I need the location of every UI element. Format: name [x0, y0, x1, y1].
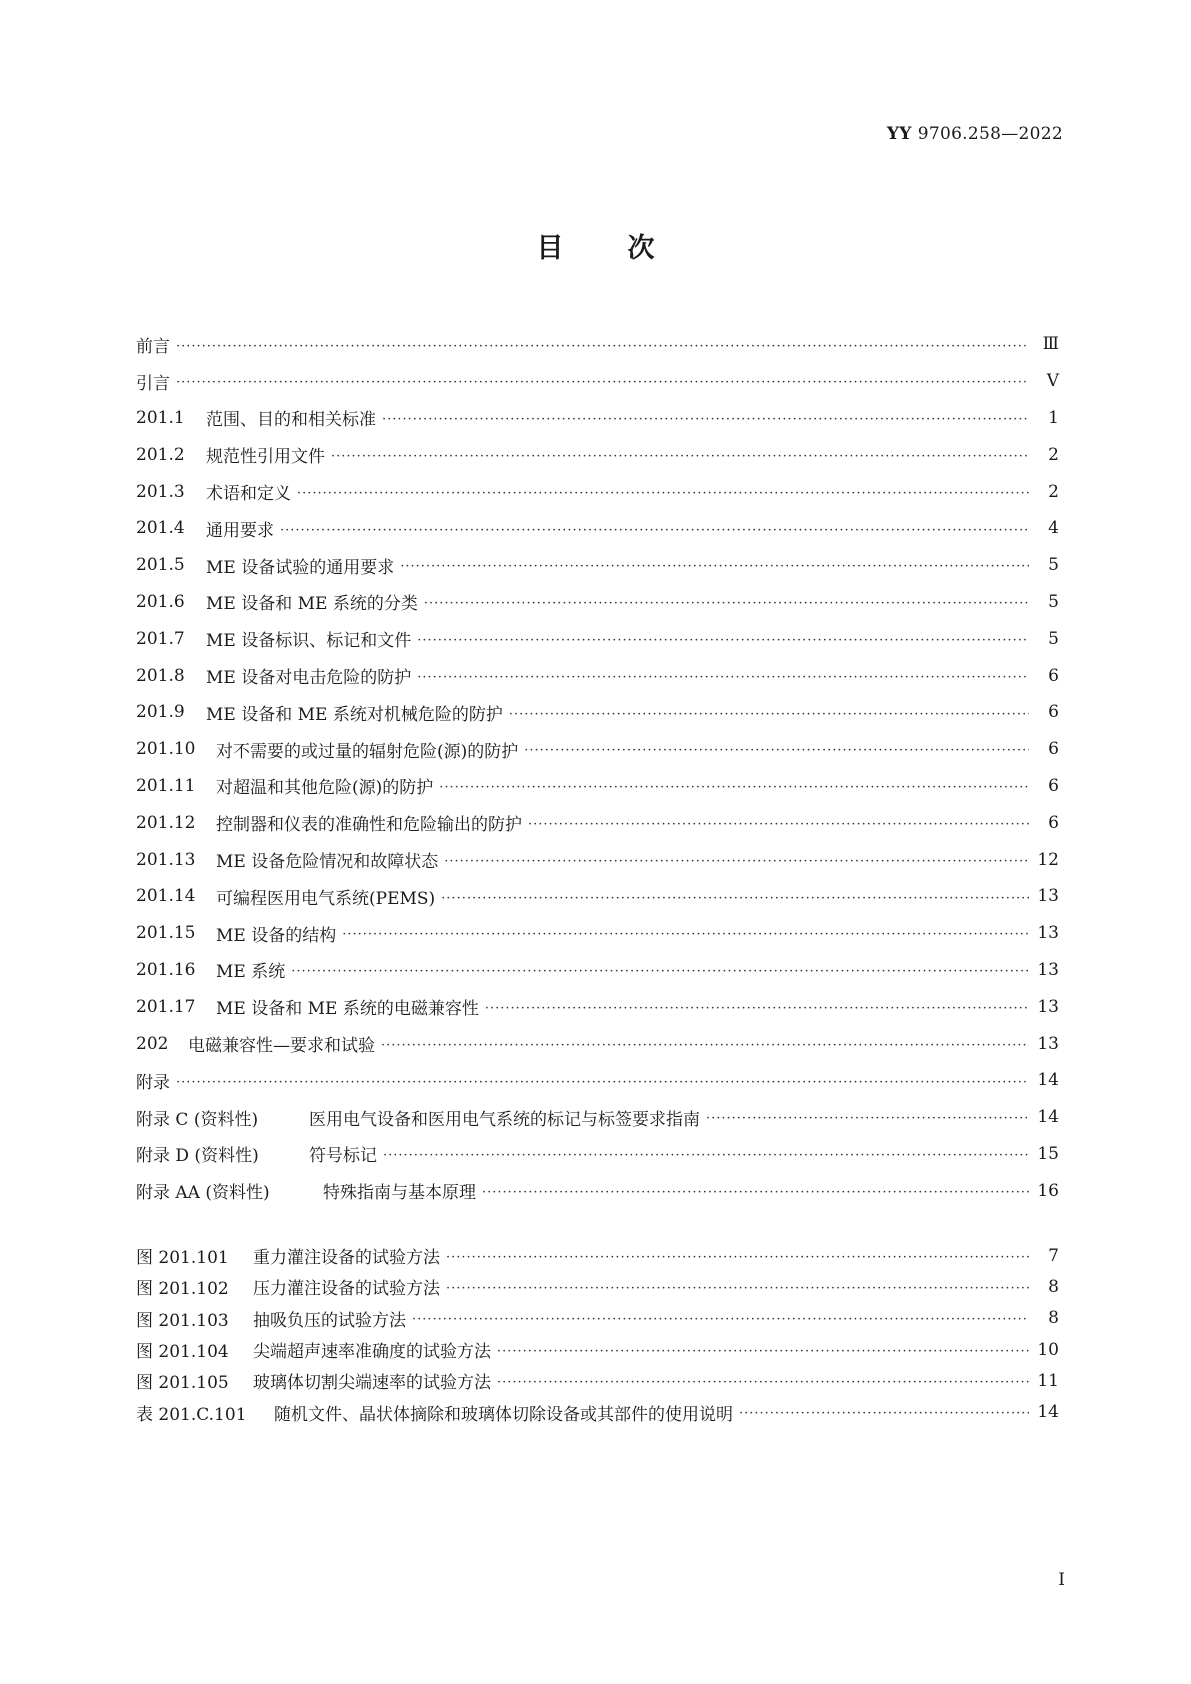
toc-entry-page: 16	[1037, 1180, 1059, 1201]
toc-entry-page: 6	[1048, 702, 1059, 723]
toc-leader-dots	[424, 596, 1029, 612]
toc-entry-page: 13	[1037, 923, 1059, 944]
toc-leader-dots	[382, 412, 1029, 428]
toc-entry-page: 6	[1048, 665, 1059, 686]
toc-leader-dots	[528, 817, 1029, 833]
toc-entry-title: 对超温和其他危险(源)的防护	[216, 778, 434, 799]
toc-entry-number: 201.6	[136, 591, 185, 612]
toc-entry-title: 对不需要的或过量的辐射危险(源)的防护	[216, 741, 519, 762]
figure-entry-201-102[interactable]	[136, 1271, 1059, 1302]
standard-code-header	[887, 124, 1063, 144]
toc-entry-title: 医用电气设备和医用电气系统的标记与标签要求指南	[309, 1109, 700, 1130]
toc-entry-201-11[interactable]	[136, 768, 1059, 805]
toc-entry-page: 2	[1048, 444, 1059, 465]
figure-entry-201-105[interactable]	[136, 1365, 1059, 1396]
toc-entry-page: 6	[1048, 775, 1059, 796]
toc-entry-title: ME 设备的结构	[216, 925, 337, 946]
toc-entry-page: 6	[1048, 812, 1059, 833]
figure-entry-page: 7	[1048, 1245, 1059, 1266]
toc-leader-dots	[280, 523, 1029, 539]
toc-entry-number: 201.2	[136, 444, 185, 465]
toc-entry-foreword[interactable]	[136, 326, 1059, 363]
toc-entry-title: ME 设备试验的通用要求	[206, 557, 395, 578]
toc-entry-annex-c[interactable]	[136, 1099, 1059, 1136]
toc-entry-title: ME 设备标识、标记和文件	[206, 631, 412, 652]
toc-entry-201-16[interactable]	[136, 952, 1059, 989]
toc-entry-number: 201.1	[136, 407, 185, 428]
toc-entry-number: 201.3	[136, 481, 185, 502]
toc-entry-page: 13	[1037, 886, 1059, 907]
toc-entry-title: ME 系统	[216, 962, 286, 983]
toc-entry-number: 201.17	[136, 996, 196, 1017]
toc-entry-page: Ⅴ	[1046, 371, 1059, 392]
toc-entry-page: 2	[1048, 481, 1059, 502]
toc-leader-dots	[297, 486, 1029, 502]
toc-entry-title: ME 设备和 ME 系统对机械危险的防护	[206, 704, 503, 725]
toc-entry-title: ME 设备和 ME 系统的分类	[206, 594, 418, 615]
toc-entry-201-15[interactable]	[136, 915, 1059, 952]
toc-leader-dots	[497, 1344, 1029, 1360]
table-entry-title: 随机文件、晶状体摘除和玻璃体切除设备或其部件的使用说明	[274, 1404, 733, 1425]
toc-entry-number: 201.4	[136, 518, 185, 539]
toc-entry-number: 201.9	[136, 702, 185, 723]
figure-entry-number: 图 201.105	[136, 1373, 229, 1394]
toc-entry-page: 5	[1048, 555, 1059, 576]
table-entry-number: 表 201.C.101	[136, 1404, 247, 1425]
toc-leader-dots	[383, 1148, 1029, 1164]
toc-entry-page: 13	[1037, 959, 1059, 980]
toc-entry-title: 引言	[136, 373, 170, 394]
toc-entry-page: Ⅲ	[1042, 334, 1059, 355]
toc-entry-202[interactable]	[136, 1025, 1059, 1062]
figure-entry-title: 尖端超声速率准确度的试验方法	[253, 1342, 491, 1363]
table-entry-page: 14	[1037, 1402, 1059, 1423]
toc-entry-title: 符号标记	[309, 1146, 377, 1167]
toc-entry-title: 附录	[136, 1072, 170, 1093]
toc-entry-title: 通用要求	[206, 520, 274, 541]
toc-leader-dots	[176, 1075, 1029, 1091]
toc-entry-title: 电磁兼容性—要求和试验	[188, 1036, 375, 1057]
toc-leader-dots	[439, 780, 1029, 796]
toc-entry-201-5[interactable]	[136, 547, 1059, 584]
toc-entry-page: 1	[1048, 407, 1059, 428]
list-of-figures-and-tables	[136, 1240, 1059, 1428]
toc-entry-number: 201.10	[136, 739, 196, 760]
toc-entry-number: 201.5	[136, 555, 185, 576]
toc-entry-number: 201.13	[136, 849, 196, 870]
toc-entry-introduction[interactable]	[136, 363, 1059, 400]
figure-entry-page: 8	[1048, 1276, 1059, 1297]
toc-leader-dots	[176, 339, 1029, 355]
toc-entry-number: 201.11	[136, 775, 196, 796]
toc-entry-number: 202	[136, 1033, 169, 1054]
toc-leader-dots	[342, 927, 1029, 943]
toc-entry-title: 规范性引用文件	[206, 447, 325, 468]
toc-leader-dots	[291, 964, 1029, 980]
toc-entry-201-14[interactable]	[136, 878, 1059, 915]
toc-leader-dots	[417, 670, 1029, 686]
toc-entry-title: ME 设备危险情况和故障状态	[216, 852, 439, 873]
toc-leader-dots	[412, 1312, 1029, 1328]
toc-entry-title: 控制器和仪表的准确性和危险输出的防护	[216, 815, 522, 836]
figure-entry-title: 抽吸负压的试验方法	[253, 1310, 406, 1331]
toc-leader-dots	[176, 375, 1029, 391]
table-of-contents	[136, 326, 1059, 1209]
toc-entry-201-2[interactable]	[136, 436, 1059, 473]
figure-entry-page: 8	[1048, 1308, 1059, 1329]
figure-entry-title: 玻璃体切割尖端速率的试验方法	[253, 1373, 491, 1394]
toc-entry-page: 4	[1048, 518, 1059, 539]
toc-leader-dots	[331, 449, 1029, 465]
toc-entry-page: 12	[1037, 849, 1059, 870]
toc-entry-number: 附录 D (资料性)	[136, 1146, 259, 1167]
toc-entry-title: 术语和定义	[206, 484, 291, 505]
toc-leader-dots	[706, 1111, 1029, 1127]
toc-entry-201-1[interactable]	[136, 400, 1059, 437]
toc-entry-page: 5	[1048, 591, 1059, 612]
toc-leader-dots	[441, 891, 1029, 907]
standard-number: 9706.258—2022	[917, 124, 1063, 144]
toc-entry-title: ME 设备和 ME 系统的电磁兼容性	[216, 999, 479, 1020]
toc-leader-dots	[381, 1038, 1029, 1054]
figure-entry-page: 10	[1037, 1339, 1059, 1360]
toc-entry-page: 13	[1037, 996, 1059, 1017]
toc-leader-dots	[417, 633, 1029, 649]
toc-entry-page: 5	[1048, 628, 1059, 649]
standard-prefix: YY	[886, 124, 912, 144]
toc-entry-annex-d[interactable]	[136, 1136, 1059, 1173]
toc-entry-201-10[interactable]	[136, 731, 1059, 768]
toc-leader-dots	[446, 1281, 1029, 1297]
figure-entry-number: 图 201.102	[136, 1279, 229, 1300]
toc-entry-201-17[interactable]	[136, 988, 1059, 1025]
toc-entry-201-6[interactable]	[136, 584, 1059, 621]
toc-entry-annexes[interactable]	[136, 1062, 1059, 1099]
toc-entry-201-3[interactable]	[136, 473, 1059, 510]
toc-leader-dots	[400, 559, 1029, 575]
figure-entry-number: 图 201.101	[136, 1248, 229, 1269]
toc-entry-number: 201.7	[136, 628, 185, 649]
figure-entry-number: 图 201.104	[136, 1342, 229, 1363]
toc-entry-number: 201.16	[136, 959, 196, 980]
figure-entry-201-104[interactable]	[136, 1334, 1059, 1365]
toc-entry-number: 201.15	[136, 923, 196, 944]
figure-entry-201-101[interactable]	[136, 1240, 1059, 1271]
toc-entry-number: 201.14	[136, 886, 196, 907]
toc-entry-page: 6	[1048, 739, 1059, 760]
toc-entry-number: 附录 C (资料性)	[136, 1109, 259, 1130]
toc-entry-page: 15	[1037, 1143, 1059, 1164]
toc-entry-title: ME 设备对电击危险的防护	[206, 668, 412, 689]
toc-entry-page: 14	[1037, 1107, 1059, 1128]
toc-entry-number: 附录 AA (资料性)	[136, 1183, 270, 1204]
toc-entry-201-7[interactable]	[136, 620, 1059, 657]
figure-entry-page: 11	[1037, 1370, 1059, 1391]
toc-leader-dots	[739, 1406, 1029, 1422]
page-title: 目次	[536, 233, 719, 264]
toc-leader-dots	[524, 743, 1029, 759]
toc-entry-title: 范围、目的和相关标准	[206, 410, 376, 431]
table-entry-201-c-101[interactable]	[136, 1396, 1059, 1427]
toc-entry-page: 14	[1037, 1070, 1059, 1091]
toc-entry-201-8[interactable]	[136, 657, 1059, 694]
toc-entry-title: 前言	[136, 336, 170, 357]
toc-leader-dots	[485, 1001, 1029, 1017]
toc-entry-201-12[interactable]	[136, 804, 1059, 841]
toc-entry-201-13[interactable]	[136, 841, 1059, 878]
figure-entry-title: 重力灌注设备的试验方法	[253, 1248, 440, 1269]
toc-entry-number: 201.12	[136, 812, 196, 833]
toc-entry-number: 201.8	[136, 665, 185, 686]
page-number: I	[1058, 1570, 1065, 1590]
toc-entry-title: 可编程医用电气系统(PEMS)	[216, 888, 436, 909]
toc-entry-annex-aa[interactable]	[136, 1172, 1059, 1209]
figure-entry-title: 压力灌注设备的试验方法	[253, 1279, 440, 1300]
figure-entry-201-103[interactable]	[136, 1303, 1059, 1334]
toc-leader-dots	[446, 1250, 1029, 1266]
toc-leader-dots	[497, 1375, 1029, 1391]
toc-entry-title: 特殊指南与基本原理	[323, 1183, 476, 1204]
toc-leader-dots	[444, 854, 1029, 870]
toc-entry-201-4[interactable]	[136, 510, 1059, 547]
figure-entry-number: 图 201.103	[136, 1310, 229, 1331]
toc-leader-dots	[509, 707, 1029, 723]
toc-entry-201-9[interactable]	[136, 694, 1059, 731]
toc-entry-page: 13	[1037, 1033, 1059, 1054]
toc-leader-dots	[482, 1185, 1029, 1201]
